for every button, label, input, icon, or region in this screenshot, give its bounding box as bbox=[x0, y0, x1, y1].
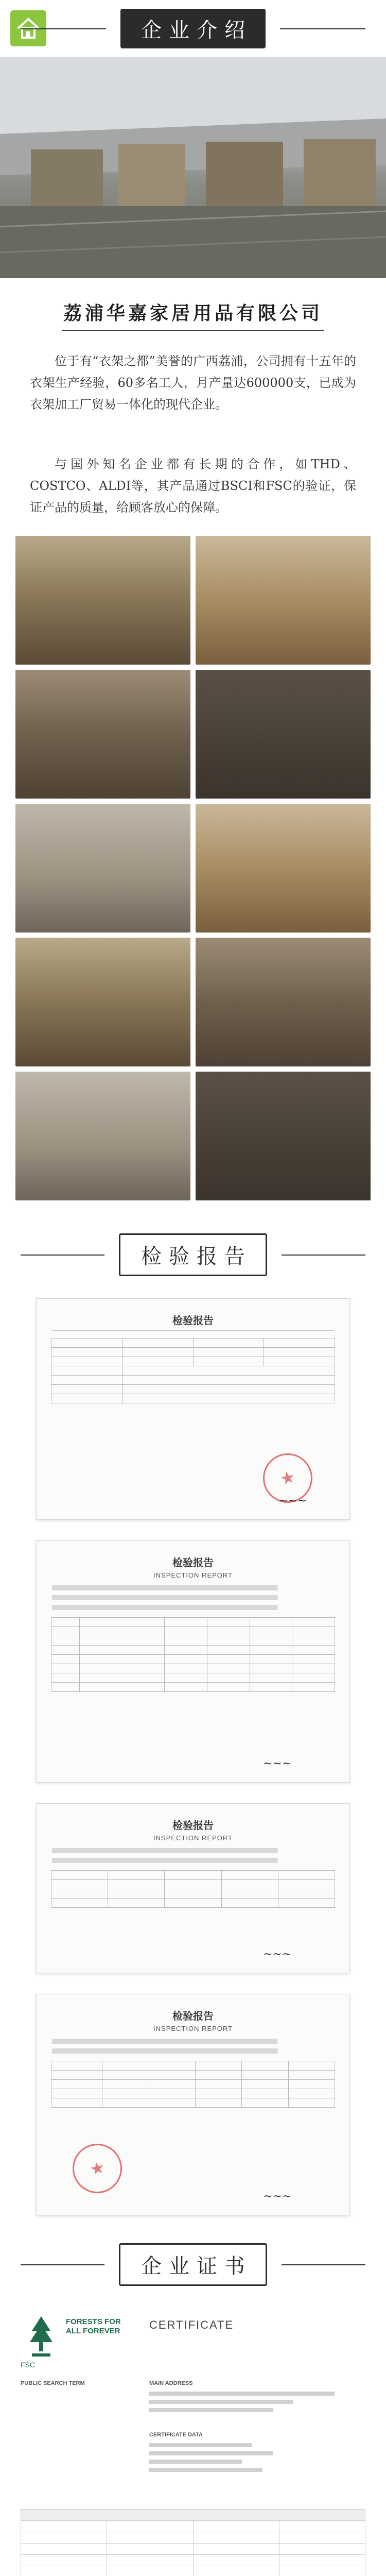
report-table bbox=[51, 1870, 335, 1908]
certificate-section-header bbox=[0, 2236, 386, 2293]
intro-paragraph-1: 位于有“衣架之都”美誉的广西荔浦，公司拥有十五年的衣架生产经验，60多名工人，月产量达600000支，已成为衣架加工厂贸易一体化的现代企业。 bbox=[30, 354, 356, 412]
factory-photo-1 bbox=[15, 536, 190, 665]
header-pill bbox=[106, 9, 280, 48]
factory-photo-4 bbox=[196, 670, 371, 799]
company-name: 荔浦华嘉家居用品有限公司 bbox=[63, 302, 323, 324]
signature: ~~~ bbox=[278, 1495, 307, 1507]
factory-photo-8 bbox=[196, 938, 371, 1066]
section-title: 检验报告 bbox=[119, 1233, 267, 1276]
address-lines bbox=[149, 2392, 355, 2416]
warehouse-photo bbox=[0, 57, 386, 278]
factory-photo-2 bbox=[196, 536, 371, 665]
main-address-label: MAIN ADDRESS bbox=[149, 2380, 193, 2386]
report-subtitle: INSPECTION REPORT bbox=[153, 2025, 233, 2032]
factory-photo-9 bbox=[15, 1072, 190, 1200]
intro-section-header bbox=[0, 0, 386, 57]
report-title: 检验报告 bbox=[172, 1556, 214, 1569]
cert-title: CERTIFICATE bbox=[149, 2318, 234, 2331]
report-subtitle: INSPECTION REPORT bbox=[153, 1571, 233, 1579]
cert-data-lines bbox=[149, 2443, 355, 2476]
inspection-report-4 bbox=[36, 1994, 350, 2215]
inspection-section-header bbox=[0, 1226, 386, 1283]
fsc-slogan: FORESTS FOR ALL FOREVER bbox=[66, 2317, 121, 2335]
inspection-report-3 bbox=[36, 1803, 350, 1973]
report-table bbox=[51, 1617, 335, 1692]
name-underline bbox=[62, 330, 324, 331]
report-title: 检验报告 bbox=[172, 1314, 214, 1327]
report-table bbox=[51, 1338, 335, 1403]
signature: ~~~ bbox=[263, 1948, 292, 1961]
cert-data-label: CERTIFICATE DATA bbox=[149, 2432, 203, 2438]
signature: ~~~ bbox=[263, 2190, 292, 2203]
inspection-report-2 bbox=[36, 1540, 350, 1783]
factory-photo-3 bbox=[15, 670, 190, 799]
intro-paragraph-2: 与国外知名企业都有长期的合作，如THD、COSTCO、ALDI等，其产品通过BSCI和FSC的验证，保证产品的质量，给顾客放心的保障。 bbox=[30, 457, 356, 515]
fsc-tree-icon bbox=[21, 2313, 62, 2360]
factory-photo-10 bbox=[196, 1072, 371, 1200]
fsc-code: FSC bbox=[21, 2361, 35, 2369]
section-title: 企业证书 bbox=[119, 2243, 267, 2286]
factory-photo-6 bbox=[196, 804, 371, 933]
report-title: 检验报告 bbox=[172, 2010, 214, 2022]
fsc-certificate bbox=[0, 2303, 386, 2576]
report-subtitle: INSPECTION REPORT bbox=[153, 1834, 233, 1842]
header-pill bbox=[104, 1233, 282, 1276]
signature: ~~~ bbox=[263, 1757, 292, 1770]
cert-subtitle: PUBLIC SEARCH TERM bbox=[21, 2380, 85, 2386]
factory-photo-5 bbox=[15, 804, 190, 933]
header-pill bbox=[104, 2243, 282, 2286]
inspection-report-1 bbox=[36, 1298, 350, 1520]
red-stamp bbox=[68, 2139, 127, 2198]
factory-photo-7 bbox=[15, 938, 190, 1066]
section-title: 企业介绍 bbox=[120, 9, 266, 48]
cert-table bbox=[21, 2509, 365, 2576]
report-title: 检验报告 bbox=[172, 1819, 214, 1832]
report-table bbox=[51, 2061, 335, 2108]
